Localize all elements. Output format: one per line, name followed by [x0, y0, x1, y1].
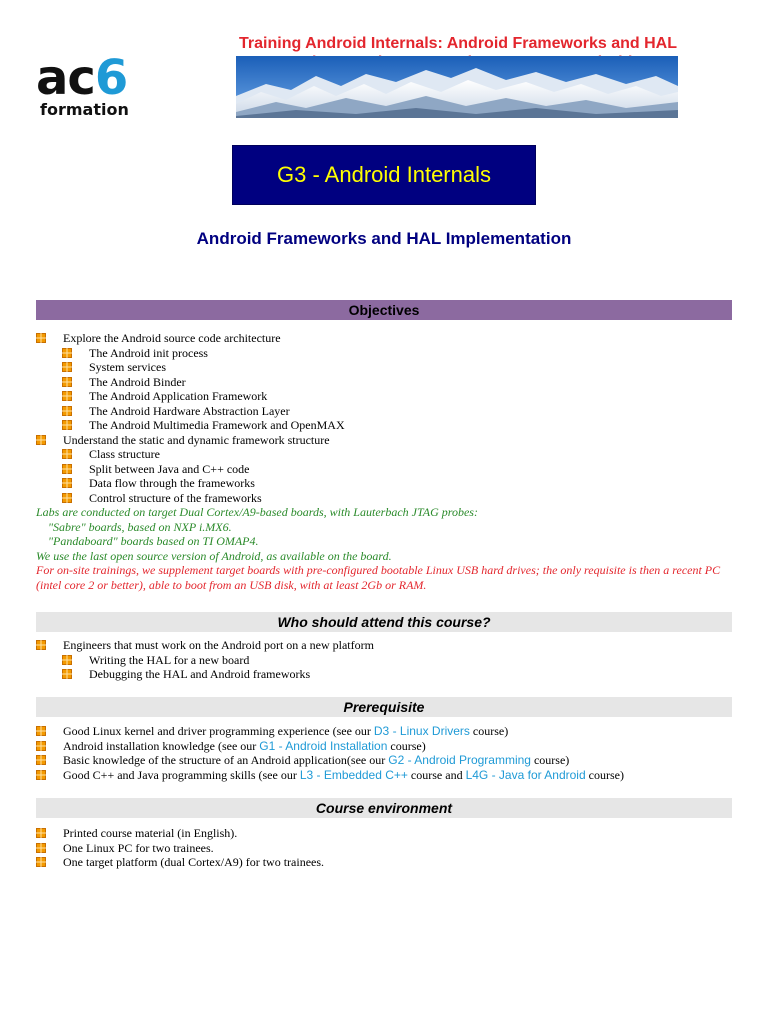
section-heading-environment: Course environment	[36, 798, 732, 818]
text-span: course)	[585, 767, 624, 782]
list-item-text: Engineers that must work on the Android port on a new platform	[63, 638, 374, 652]
list-item	[36, 841, 732, 856]
mountain-banner-image	[236, 56, 678, 118]
list-item-text	[63, 724, 508, 739]
list-item	[36, 826, 732, 841]
list-item	[36, 331, 732, 346]
list-item-text: Control structure of the frameworks	[89, 490, 262, 505]
board-note-pandaboard: "Pandaboard" boards based on TI OMAP4.	[48, 534, 259, 548]
list-item	[36, 768, 732, 783]
text-span: course)	[387, 738, 426, 753]
bullet-icon	[36, 755, 46, 765]
bullet-icon	[36, 857, 46, 867]
board-note-sabre: "Sabre" boards, based on NXP i.MX6.	[48, 519, 232, 534]
bullet-icon	[62, 655, 72, 665]
banner-title-line1: Training Android Internals: Android Frameworks and HAL	[239, 35, 677, 52]
bullet-icon	[62, 377, 72, 387]
prerequisite-list	[36, 724, 732, 782]
labs-note: Labs are conducted on target Dual Cortex/A9-based boards, with Lauterbach JTAG probes:	[36, 505, 478, 519]
objectives-list	[36, 331, 732, 592]
course-link-g1[interactable]: G1 - Android Installation	[259, 738, 388, 753]
list-item	[36, 375, 732, 390]
course-link-l4g[interactable]: L4G - Java for Android	[465, 767, 586, 782]
section-heading-attend: Who should attend this course?	[36, 612, 732, 632]
list-item	[36, 433, 732, 448]
bullet-icon	[36, 726, 46, 736]
logo-mark-prefix: ac	[36, 50, 95, 106]
text-span: Basic knowledge of the structure of an Android application(see our	[63, 753, 389, 767]
text-span: course and	[407, 767, 466, 782]
ac6-logo	[36, 52, 146, 122]
onsite-training-note: For on-site trainings, we supplement target boards with pre-configured bootable Linux USB hard drives; the only requisite is then a recent PC (intel core 2 or better), able to boot from an USB disk, with at least 2Gb or RAM.	[36, 563, 721, 592]
list-item-text	[63, 768, 624, 783]
list-item-text: The Android Hardware Abstraction Layer	[89, 403, 290, 418]
attend-list	[36, 638, 732, 682]
list-item-text: Class structure	[89, 447, 160, 461]
list-item	[36, 667, 732, 682]
bullet-icon	[36, 828, 46, 838]
list-item-text: Understand the static and dynamic framework structure	[63, 432, 330, 447]
list-item	[36, 638, 732, 653]
list-item	[36, 389, 732, 404]
course-link-g2[interactable]: G2 - Android Programming	[388, 753, 531, 767]
list-item	[36, 855, 732, 870]
list-item-text: Printed course material (in English).	[63, 826, 238, 840]
list-item	[36, 404, 732, 419]
course-title-box: G3 - Android Internals	[232, 145, 536, 205]
bullet-icon	[36, 770, 46, 780]
bullet-icon	[36, 640, 46, 650]
bullet-icon	[62, 362, 72, 372]
list-item-text: The Android Multimedia Framework and OpenMAX	[89, 418, 345, 432]
environment-list	[36, 826, 732, 870]
list-item	[36, 447, 732, 462]
list-item	[36, 739, 732, 754]
logo-mark-suffix: 6	[94, 50, 128, 106]
list-item	[36, 724, 732, 739]
list-item	[36, 753, 732, 768]
bullet-icon	[62, 464, 72, 474]
list-item-text: Explore the Android source code architecture	[63, 331, 281, 345]
bullet-icon	[36, 333, 46, 343]
bullet-icon	[62, 478, 72, 488]
list-item	[36, 491, 732, 506]
android-version-note: We use the last open source version of Android, as available on the board.	[36, 548, 392, 563]
bullet-icon	[62, 348, 72, 358]
text-span: course)	[469, 724, 509, 738]
bullet-icon	[62, 420, 72, 430]
bullet-icon	[62, 449, 72, 459]
list-item-text: The Android Application Framework	[89, 389, 268, 403]
list-item-text: The Android Binder	[89, 374, 186, 389]
bullet-icon	[62, 493, 72, 503]
list-item	[36, 346, 732, 361]
list-item-text: The Android init process	[89, 345, 208, 360]
bullet-icon	[36, 435, 46, 445]
list-item	[36, 653, 732, 668]
list-item	[36, 418, 732, 433]
list-item-text: Data flow through the frameworks	[89, 476, 255, 490]
section-heading-objectives: Objectives	[36, 300, 732, 320]
list-item-text: One target platform (dual Cortex/A9) for two trainees.	[63, 855, 325, 869]
list-item-text: Debugging the HAL and Android frameworks	[89, 667, 311, 681]
list-item	[36, 462, 732, 477]
course-link-d3[interactable]: D3 - Linux Drivers	[373, 724, 470, 738]
bullet-icon	[62, 669, 72, 679]
list-item-text: System services	[89, 360, 166, 374]
text-span: Good Linux kernel and driver programming experience (see our	[63, 724, 374, 738]
list-item-text: Split between Java and C++ code	[89, 461, 250, 476]
list-item	[36, 360, 732, 375]
list-item-text: Writing the HAL for a new board	[89, 652, 250, 667]
course-link-l3[interactable]: L3 - Embedded C++	[299, 767, 408, 782]
list-item-text	[63, 753, 569, 768]
logo-mark	[36, 50, 128, 106]
bullet-icon	[62, 406, 72, 416]
list-item-text	[63, 739, 426, 754]
text-span: course)	[530, 753, 570, 767]
list-item-text: One Linux PC for two trainees.	[63, 840, 214, 855]
logo-subtitle: formation	[40, 100, 129, 119]
section-heading-prerequisite: Prerequisite	[36, 697, 732, 717]
list-item	[36, 476, 732, 491]
bullet-icon	[36, 843, 46, 853]
bullet-icon	[36, 741, 46, 751]
text-span: Good C++ and Java programming skills (see our	[63, 767, 300, 782]
text-span: Android installation knowledge (see our	[63, 738, 260, 753]
course-subtitle: Android Frameworks and HAL Implementation	[196, 229, 572, 248]
bullet-icon	[62, 391, 72, 401]
